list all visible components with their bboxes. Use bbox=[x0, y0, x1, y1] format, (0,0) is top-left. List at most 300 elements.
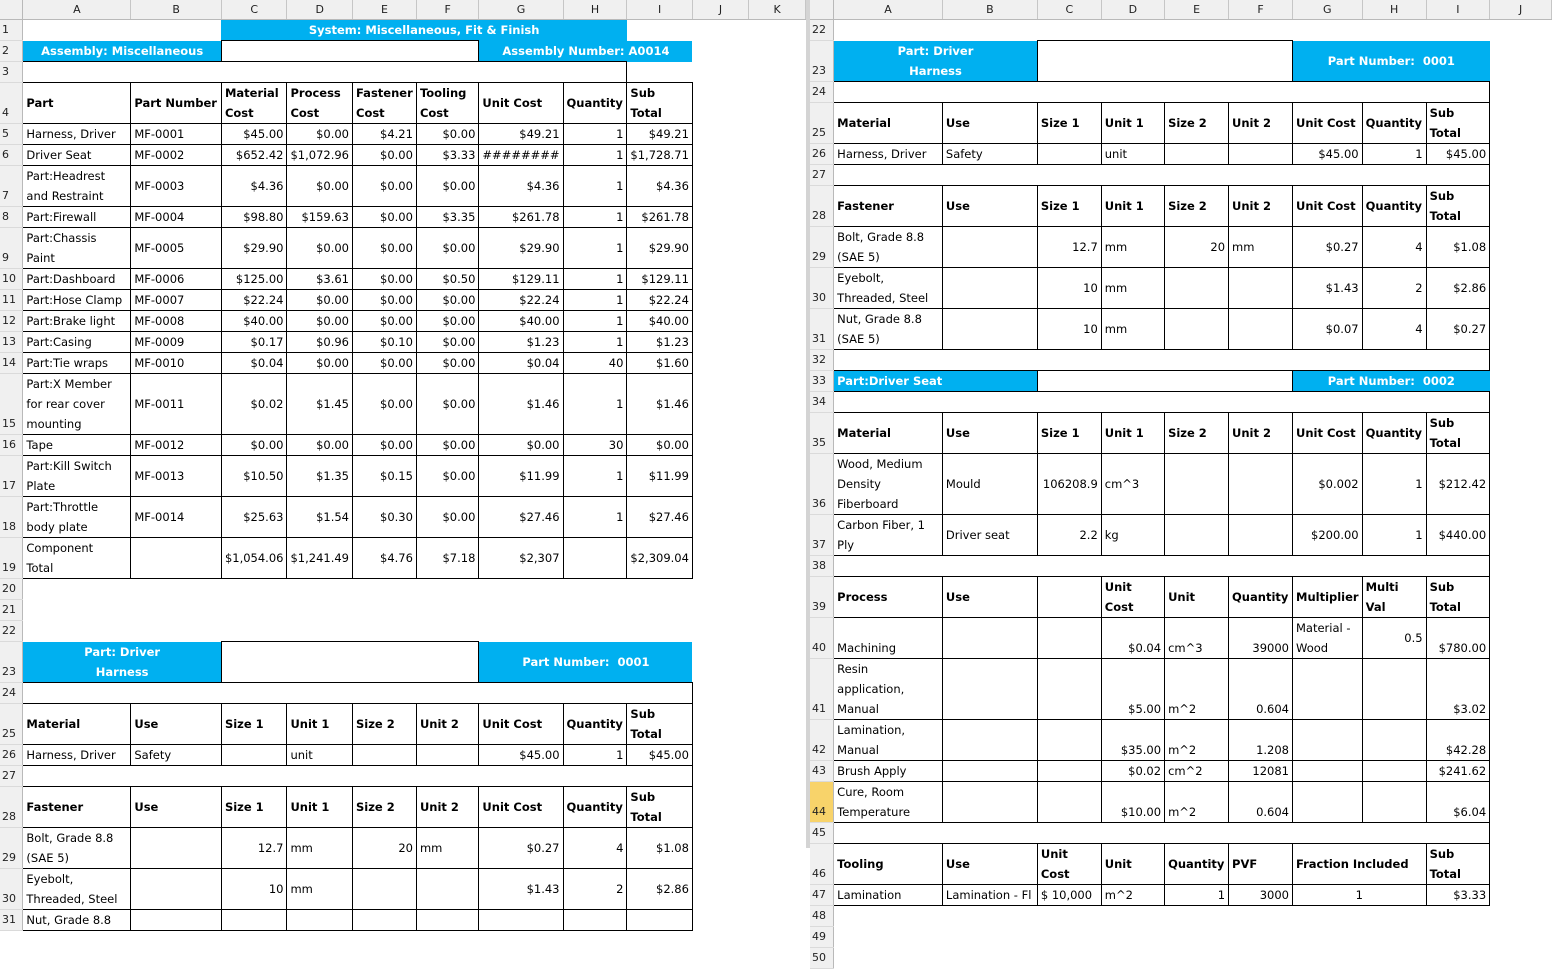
cell[interactable] bbox=[1037, 658, 1101, 719]
cell[interactable] bbox=[749, 145, 806, 166]
material-header[interactable]: Sub Total bbox=[1426, 412, 1490, 453]
fastener-unit-1[interactable]: mm bbox=[287, 827, 353, 868]
fastener-unit-1[interactable]: mm bbox=[1101, 267, 1164, 308]
fastener-size-1[interactable]: 10 bbox=[1037, 308, 1101, 349]
row-header[interactable]: 40 bbox=[810, 617, 834, 658]
cell[interactable] bbox=[692, 353, 748, 374]
row-header[interactable]: 14 bbox=[0, 353, 23, 374]
process-cost-cell[interactable]: $1.54 bbox=[287, 497, 353, 538]
material-header[interactable]: Use bbox=[942, 102, 1037, 143]
cell[interactable] bbox=[287, 909, 353, 930]
fastener-size-1[interactable]: 10 bbox=[221, 868, 287, 909]
material-header[interactable]: Size 1 bbox=[221, 703, 287, 744]
fastener-header[interactable]: Size 2 bbox=[353, 786, 417, 827]
cell[interactable] bbox=[692, 579, 748, 600]
material-cost-cell[interactable]: $0.17 bbox=[221, 332, 287, 353]
row-header[interactable]: 17 bbox=[0, 456, 23, 497]
material-cost-cell[interactable]: $45.00 bbox=[221, 124, 287, 145]
row-header[interactable]: 5 bbox=[0, 124, 23, 145]
fastener-quantity[interactable]: 4 bbox=[1362, 226, 1426, 267]
cell[interactable] bbox=[749, 682, 806, 703]
tooling-cost-cell[interactable]: $0.00 bbox=[416, 332, 478, 353]
fastener-name[interactable]: Eyebolt, Threaded, Steel bbox=[23, 868, 131, 909]
part-name-cell[interactable]: Part:Kill Switch Plate bbox=[23, 456, 131, 497]
fastener-header[interactable]: Fastener bbox=[23, 786, 131, 827]
fastener-cost-cell[interactable]: $0.00 bbox=[353, 269, 417, 290]
sub-total-cell[interactable]: $2,309.04 bbox=[627, 538, 693, 579]
fastener-sub-total[interactable]: $0.27 bbox=[1426, 308, 1490, 349]
row-header[interactable]: 21 bbox=[0, 600, 23, 621]
fastener-size-1[interactable]: 10 bbox=[1037, 267, 1101, 308]
cell[interactable] bbox=[1490, 226, 1552, 267]
cell[interactable] bbox=[1490, 822, 1552, 843]
cell[interactable] bbox=[692, 374, 748, 435]
cell[interactable] bbox=[692, 621, 748, 642]
cell[interactable] bbox=[563, 909, 627, 930]
cell[interactable] bbox=[1490, 267, 1552, 308]
material-unit-1[interactable]: unit bbox=[287, 744, 353, 765]
part-name-cell[interactable]: Part:Hose Clamp bbox=[23, 290, 131, 311]
row-header[interactable]: 48 bbox=[810, 905, 834, 926]
material-cost-cell[interactable]: $10.50 bbox=[221, 456, 287, 497]
quantity-cell[interactable]: 1 bbox=[563, 228, 627, 269]
cell[interactable] bbox=[23, 579, 131, 600]
tooling-cost-cell[interactable]: $3.35 bbox=[416, 207, 478, 228]
material-name[interactable]: Harness, Driver bbox=[834, 143, 943, 164]
cell[interactable] bbox=[1490, 81, 1552, 102]
cell[interactable] bbox=[749, 765, 806, 786]
column-header-a[interactable]: A bbox=[23, 0, 131, 20]
fastener-unit-2[interactable] bbox=[1229, 267, 1293, 308]
part-name-cell[interactable]: Tape bbox=[23, 435, 131, 456]
process-unit[interactable]: m^2 bbox=[1165, 719, 1229, 760]
cell[interactable] bbox=[692, 311, 748, 332]
process-cost-cell[interactable]: $0.00 bbox=[287, 166, 353, 207]
row-header[interactable]: 18 bbox=[0, 497, 23, 538]
cell[interactable] bbox=[23, 62, 627, 83]
fastener-cost-cell[interactable]: $0.15 bbox=[353, 456, 417, 497]
row-header[interactable]: 49 bbox=[810, 926, 834, 947]
cell[interactable] bbox=[1490, 391, 1552, 412]
material-cost-cell[interactable]: $25.63 bbox=[221, 497, 287, 538]
row-header[interactable]: 7 bbox=[0, 166, 23, 207]
sub-total-cell[interactable]: $27.46 bbox=[627, 497, 693, 538]
cell[interactable] bbox=[749, 703, 806, 744]
tooling-header[interactable]: Tooling bbox=[834, 843, 943, 884]
part-title-cell[interactable]: Part: Driver Harness bbox=[23, 642, 222, 683]
material-header[interactable]: Material bbox=[23, 703, 131, 744]
cell[interactable] bbox=[1165, 143, 1229, 164]
cell[interactable] bbox=[1490, 514, 1552, 555]
fastener-header[interactable]: Size 1 bbox=[1037, 185, 1101, 226]
row-header[interactable]: 31 bbox=[0, 909, 23, 930]
material-unit-1[interactable]: kg bbox=[1101, 514, 1164, 555]
cell[interactable] bbox=[1490, 185, 1552, 226]
part-name-cell[interactable]: Driver Seat bbox=[23, 145, 131, 166]
row-header[interactable]: 2 bbox=[0, 41, 23, 62]
cell[interactable] bbox=[1165, 20, 1229, 41]
column-header-g[interactable]: G bbox=[479, 0, 563, 20]
material-unit-cost[interactable]: $45.00 bbox=[1293, 143, 1363, 164]
column-header-d[interactable]: D bbox=[1101, 0, 1164, 20]
cell[interactable] bbox=[1490, 843, 1552, 884]
part-name-cell[interactable]: Part:Brake light bbox=[23, 311, 131, 332]
cell[interactable] bbox=[1229, 947, 1293, 968]
row-header[interactable]: 33 bbox=[810, 370, 834, 391]
cell[interactable] bbox=[221, 642, 478, 683]
cell[interactable] bbox=[1490, 370, 1552, 391]
quantity-cell[interactable]: 1 bbox=[563, 290, 627, 311]
system-title-cell[interactable]: System: Miscellaneous, Fit & Finish bbox=[221, 20, 626, 41]
sub-total-cell[interactable]: $1.46 bbox=[627, 374, 693, 435]
row-header[interactable]: 42 bbox=[810, 719, 834, 760]
cell[interactable] bbox=[749, 579, 806, 600]
cell[interactable] bbox=[834, 391, 1490, 412]
cell[interactable] bbox=[1293, 905, 1363, 926]
part-name-cell[interactable]: Component Total bbox=[23, 538, 131, 579]
process-sub-total[interactable]: $6.04 bbox=[1426, 781, 1490, 822]
part-name-cell[interactable]: Harness, Driver bbox=[23, 124, 131, 145]
unit-cost-cell[interactable]: $129.11 bbox=[479, 269, 563, 290]
process-name[interactable]: Cure, Room Temperature bbox=[834, 781, 943, 822]
cell[interactable] bbox=[416, 621, 478, 642]
fastener-cost-cell[interactable]: $4.76 bbox=[353, 538, 417, 579]
row-header[interactable]: 43 bbox=[810, 760, 834, 781]
material-sub-total[interactable]: $440.00 bbox=[1426, 514, 1490, 555]
tooling-cost-cell[interactable]: $3.33 bbox=[416, 145, 478, 166]
row-header[interactable]: 39 bbox=[810, 576, 834, 617]
cell[interactable] bbox=[1362, 905, 1426, 926]
process-cost-cell[interactable]: $0.00 bbox=[287, 311, 353, 332]
cell[interactable] bbox=[1165, 905, 1229, 926]
material-header[interactable]: Size 1 bbox=[1037, 412, 1101, 453]
material-header[interactable]: Sub Total bbox=[1426, 102, 1490, 143]
cell[interactable] bbox=[749, 909, 806, 930]
column-header-d[interactable]: D bbox=[287, 0, 353, 20]
tooling-cost-cell[interactable]: $0.00 bbox=[416, 166, 478, 207]
fastener-size-2[interactable]: 20 bbox=[353, 827, 417, 868]
cell[interactable] bbox=[1490, 102, 1552, 143]
row-header[interactable]: 41 bbox=[810, 658, 834, 719]
row-header[interactable]: 27 bbox=[0, 765, 23, 786]
fastener-cost-cell[interactable]: $0.10 bbox=[353, 332, 417, 353]
cell[interactable] bbox=[942, 719, 1037, 760]
row-header[interactable]: 36 bbox=[810, 453, 834, 514]
row-header[interactable]: 10 bbox=[0, 269, 23, 290]
fastener-quantity[interactable]: 2 bbox=[563, 868, 627, 909]
process-unit[interactable]: m^2 bbox=[1165, 658, 1229, 719]
unit-cost-cell[interactable]: $1.23 bbox=[479, 332, 563, 353]
part-number-value[interactable]: MF-0013 bbox=[131, 456, 222, 497]
fastener-header[interactable]: Unit Cost bbox=[1293, 185, 1363, 226]
summary-header-material-cost[interactable]: Material Cost bbox=[221, 83, 287, 124]
cell[interactable] bbox=[1362, 947, 1426, 968]
row-header[interactable]: 24 bbox=[0, 682, 23, 703]
material-cost-cell[interactable]: $22.24 bbox=[221, 290, 287, 311]
cell[interactable] bbox=[131, 579, 222, 600]
sub-total-cell[interactable]: $22.24 bbox=[627, 290, 693, 311]
cell[interactable] bbox=[1101, 947, 1164, 968]
process-header[interactable]: Sub Total bbox=[1426, 576, 1490, 617]
process-quantity[interactable]: 0.604 bbox=[1229, 658, 1293, 719]
part-title-cell[interactable]: Part: Driver Harness bbox=[834, 41, 1038, 82]
fastener-unit-2[interactable] bbox=[1229, 308, 1293, 349]
cell[interactable] bbox=[1165, 947, 1229, 968]
cell[interactable] bbox=[563, 621, 627, 642]
tooling-unit[interactable]: m^2 bbox=[1101, 884, 1164, 905]
row-header[interactable]: 45 bbox=[810, 822, 834, 843]
unit-cost-cell[interactable]: $29.90 bbox=[479, 228, 563, 269]
cell[interactable] bbox=[834, 926, 943, 947]
cell[interactable] bbox=[1490, 905, 1552, 926]
fastener-cost-cell[interactable]: $0.00 bbox=[353, 228, 417, 269]
process-multi-val[interactable]: 0.5 bbox=[1362, 617, 1426, 658]
cell[interactable] bbox=[1490, 20, 1552, 41]
cell[interactable] bbox=[1490, 781, 1552, 822]
material-header[interactable]: Use bbox=[131, 703, 222, 744]
cell[interactable] bbox=[692, 682, 748, 703]
cell[interactable] bbox=[1490, 576, 1552, 617]
unit-cost-cell[interactable]: $22.24 bbox=[479, 290, 563, 311]
cell[interactable] bbox=[1490, 884, 1552, 905]
part-name-cell[interactable]: Part:X Member for rear cover mounting bbox=[23, 374, 131, 435]
tooling-name[interactable]: Lamination bbox=[834, 884, 943, 905]
tooling-use[interactable]: Lamination - Fl bbox=[942, 884, 1037, 905]
process-unit[interactable]: m^2 bbox=[1165, 781, 1229, 822]
cell[interactable] bbox=[627, 62, 693, 83]
fastener-quantity[interactable]: 4 bbox=[563, 827, 627, 868]
material-header[interactable]: Size 2 bbox=[1165, 412, 1229, 453]
material-name[interactable]: Carbon Fiber, 1 Ply bbox=[834, 514, 943, 555]
cell[interactable] bbox=[834, 81, 1490, 102]
material-sub-total[interactable]: $212.42 bbox=[1426, 453, 1490, 514]
row-header[interactable]: 16 bbox=[0, 435, 23, 456]
cell[interactable] bbox=[749, 868, 806, 909]
column-header-f[interactable]: F bbox=[416, 0, 478, 20]
material-use[interactable]: Safety bbox=[942, 143, 1037, 164]
material-header[interactable]: Unit 2 bbox=[1229, 412, 1293, 453]
fastener-size-2[interactable]: 20 bbox=[1165, 226, 1229, 267]
process-multiplier[interactable] bbox=[1293, 719, 1363, 760]
unit-cost-cell[interactable]: $11.99 bbox=[479, 456, 563, 497]
cell[interactable] bbox=[692, 124, 748, 145]
fastener-sub-total[interactable]: $1.08 bbox=[1426, 226, 1490, 267]
summary-header-quantity[interactable]: Quantity bbox=[563, 83, 627, 124]
row-header[interactable]: 3 bbox=[0, 62, 23, 83]
cell[interactable] bbox=[749, 166, 806, 207]
cell[interactable] bbox=[692, 600, 748, 621]
unit-cost-cell[interactable]: $27.46 bbox=[479, 497, 563, 538]
fastener-header[interactable]: Unit 1 bbox=[287, 786, 353, 827]
cell[interactable] bbox=[1037, 617, 1101, 658]
material-name[interactable]: Wood, Medium Density Fiberboard bbox=[834, 453, 943, 514]
cell[interactable] bbox=[1101, 20, 1164, 41]
tooling-cost-cell[interactable]: $0.00 bbox=[416, 124, 478, 145]
cell[interactable] bbox=[23, 621, 131, 642]
material-header[interactable]: Unit 2 bbox=[1229, 102, 1293, 143]
cell[interactable] bbox=[1229, 926, 1293, 947]
cell[interactable] bbox=[692, 765, 748, 786]
cell[interactable] bbox=[1037, 760, 1101, 781]
part-number-value[interactable]: MF-0009 bbox=[131, 332, 222, 353]
process-cost-cell[interactable]: $0.00 bbox=[287, 435, 353, 456]
row-header[interactable]: 29 bbox=[0, 827, 23, 868]
material-sub-total[interactable]: $45.00 bbox=[627, 744, 693, 765]
cell[interactable] bbox=[692, 145, 748, 166]
column-header-i[interactable]: I bbox=[1426, 0, 1490, 20]
fastener-cost-cell[interactable]: $0.00 bbox=[353, 374, 417, 435]
cell[interactable] bbox=[834, 349, 1490, 370]
fastener-unit-1[interactable]: mm bbox=[1101, 226, 1164, 267]
fastener-cost-cell[interactable]: $4.21 bbox=[353, 124, 417, 145]
process-unit-cost[interactable]: $10.00 bbox=[1101, 781, 1164, 822]
summary-header-tooling-cost[interactable]: Tooling Cost bbox=[416, 83, 478, 124]
tooling-cost-cell[interactable]: $0.50 bbox=[416, 269, 478, 290]
cell[interactable] bbox=[563, 579, 627, 600]
fastener-header[interactable]: Sub Total bbox=[627, 786, 693, 827]
summary-header-process-cost[interactable]: Process Cost bbox=[287, 83, 353, 124]
cell[interactable] bbox=[749, 41, 806, 62]
process-cost-cell[interactable]: $0.00 bbox=[287, 124, 353, 145]
fastener-quantity[interactable]: 4 bbox=[1362, 308, 1426, 349]
column-header-h[interactable]: H bbox=[563, 0, 627, 20]
cell[interactable] bbox=[942, 226, 1037, 267]
cell[interactable] bbox=[1426, 20, 1490, 41]
cell[interactable] bbox=[1293, 926, 1363, 947]
cell[interactable] bbox=[416, 909, 478, 930]
cell[interactable] bbox=[131, 909, 222, 930]
tooling-cost-cell[interactable]: $0.00 bbox=[416, 435, 478, 456]
fastener-cost-cell[interactable]: $0.00 bbox=[353, 311, 417, 332]
row-header[interactable]: 4 bbox=[0, 83, 23, 124]
cell[interactable] bbox=[627, 579, 693, 600]
cell[interactable] bbox=[416, 600, 478, 621]
cell[interactable] bbox=[479, 621, 563, 642]
process-unit-cost[interactable]: $0.04 bbox=[1101, 617, 1164, 658]
part-name-cell[interactable]: Part:Chassis Paint bbox=[23, 228, 131, 269]
material-use[interactable]: Safety bbox=[131, 744, 222, 765]
part-number-value[interactable]: MF-0011 bbox=[131, 374, 222, 435]
sub-total-cell[interactable]: $29.90 bbox=[627, 228, 693, 269]
cell[interactable] bbox=[749, 374, 806, 435]
row-header[interactable]: 38 bbox=[810, 555, 834, 576]
cell[interactable] bbox=[23, 682, 693, 703]
unit-cost-cell[interactable]: $0.00 bbox=[479, 435, 563, 456]
row-header[interactable]: 25 bbox=[810, 102, 834, 143]
process-unit[interactable]: cm^2 bbox=[1165, 760, 1229, 781]
tooling-quantity[interactable]: 1 bbox=[1165, 884, 1229, 905]
part-number-value[interactable]: MF-0004 bbox=[131, 207, 222, 228]
cell[interactable] bbox=[287, 621, 353, 642]
cell[interactable] bbox=[749, 124, 806, 145]
fastener-header[interactable]: Quantity bbox=[563, 786, 627, 827]
part-title-cell[interactable]: Part:Driver Seat bbox=[834, 370, 1038, 391]
process-unit-cost[interactable]: $0.02 bbox=[1101, 760, 1164, 781]
cell[interactable] bbox=[692, 332, 748, 353]
tooling-cost-cell[interactable]: $0.00 bbox=[416, 290, 478, 311]
fastener-header[interactable]: Unit 2 bbox=[1229, 185, 1293, 226]
row-header[interactable]: 50 bbox=[810, 947, 834, 968]
cell[interactable] bbox=[221, 41, 478, 62]
row-header[interactable]: 46 bbox=[810, 843, 834, 884]
cell[interactable] bbox=[479, 600, 563, 621]
cell[interactable] bbox=[692, 207, 748, 228]
fastener-header[interactable]: Size 2 bbox=[1165, 185, 1229, 226]
cell[interactable] bbox=[353, 909, 417, 930]
row-header[interactable]: 25 bbox=[0, 703, 23, 744]
cell[interactable] bbox=[1165, 453, 1229, 514]
fastener-quantity[interactable]: 2 bbox=[1362, 267, 1426, 308]
column-header-c[interactable]: C bbox=[221, 0, 287, 20]
fastener-header[interactable]: Sub Total bbox=[1426, 185, 1490, 226]
cell[interactable] bbox=[749, 744, 806, 765]
row-header[interactable]: 15 bbox=[0, 374, 23, 435]
cell[interactable] bbox=[749, 353, 806, 374]
tooling-header[interactable]: Unit bbox=[1101, 843, 1164, 884]
cell[interactable] bbox=[1490, 143, 1552, 164]
material-cost-cell[interactable]: $0.02 bbox=[221, 374, 287, 435]
cell[interactable] bbox=[221, 744, 287, 765]
fastener-cost-cell[interactable]: $0.00 bbox=[353, 435, 417, 456]
cell[interactable] bbox=[1490, 947, 1552, 968]
material-unit-1[interactable]: unit bbox=[1101, 143, 1164, 164]
cell[interactable] bbox=[749, 290, 806, 311]
cell[interactable] bbox=[692, 20, 748, 41]
process-name[interactable]: Lamination, Manual bbox=[834, 719, 943, 760]
row-header[interactable]: 31 bbox=[810, 308, 834, 349]
material-header[interactable]: Quantity bbox=[1362, 412, 1426, 453]
sub-total-cell[interactable]: $49.21 bbox=[627, 124, 693, 145]
material-header[interactable]: Use bbox=[942, 412, 1037, 453]
material-quantity[interactable]: 1 bbox=[1362, 143, 1426, 164]
row-header[interactable]: 8 bbox=[0, 207, 23, 228]
quantity-cell[interactable]: 1 bbox=[563, 124, 627, 145]
process-header[interactable]: Use bbox=[942, 576, 1037, 617]
fastener-header[interactable]: Unit Cost bbox=[479, 786, 563, 827]
process-sub-total[interactable]: $780.00 bbox=[1426, 617, 1490, 658]
process-cost-cell[interactable]: $1.45 bbox=[287, 374, 353, 435]
process-unit[interactable]: cm^3 bbox=[1165, 617, 1229, 658]
cell[interactable] bbox=[1490, 164, 1552, 185]
fastener-cost-cell[interactable]: $0.00 bbox=[353, 145, 417, 166]
part-name-cell[interactable]: Part:Firewall bbox=[23, 207, 131, 228]
right-pane[interactable] bbox=[806, 0, 1552, 964]
cell[interactable] bbox=[1037, 781, 1101, 822]
material-cost-cell[interactable]: $1,054.06 bbox=[221, 538, 287, 579]
material-cost-cell[interactable]: $40.00 bbox=[221, 311, 287, 332]
fastener-unit-cost[interactable]: $1.43 bbox=[1293, 267, 1363, 308]
column-header-b[interactable]: B bbox=[942, 0, 1037, 20]
sub-total-cell[interactable]: $1.60 bbox=[627, 353, 693, 374]
sub-total-cell[interactable]: $1,728.71 bbox=[627, 145, 693, 166]
process-name[interactable]: Machining bbox=[834, 617, 943, 658]
material-header[interactable]: Size 2 bbox=[1165, 102, 1229, 143]
row-header[interactable]: 26 bbox=[0, 744, 23, 765]
cell[interactable] bbox=[1165, 926, 1229, 947]
material-header[interactable]: Unit Cost bbox=[479, 703, 563, 744]
part-number-cell[interactable]: Part Number: 0001 bbox=[479, 642, 693, 683]
sub-total-cell[interactable]: $261.78 bbox=[627, 207, 693, 228]
cell[interactable] bbox=[1490, 555, 1552, 576]
cell[interactable] bbox=[749, 83, 806, 124]
row-header[interactable]: 28 bbox=[0, 786, 23, 827]
process-multiplier[interactable] bbox=[1293, 760, 1363, 781]
cell[interactable] bbox=[692, 62, 748, 83]
fastener-header[interactable]: Size 1 bbox=[221, 786, 287, 827]
tooling-cost-cell[interactable]: $0.00 bbox=[416, 353, 478, 374]
cell[interactable] bbox=[1362, 20, 1426, 41]
fastener-header[interactable]: Use bbox=[942, 185, 1037, 226]
